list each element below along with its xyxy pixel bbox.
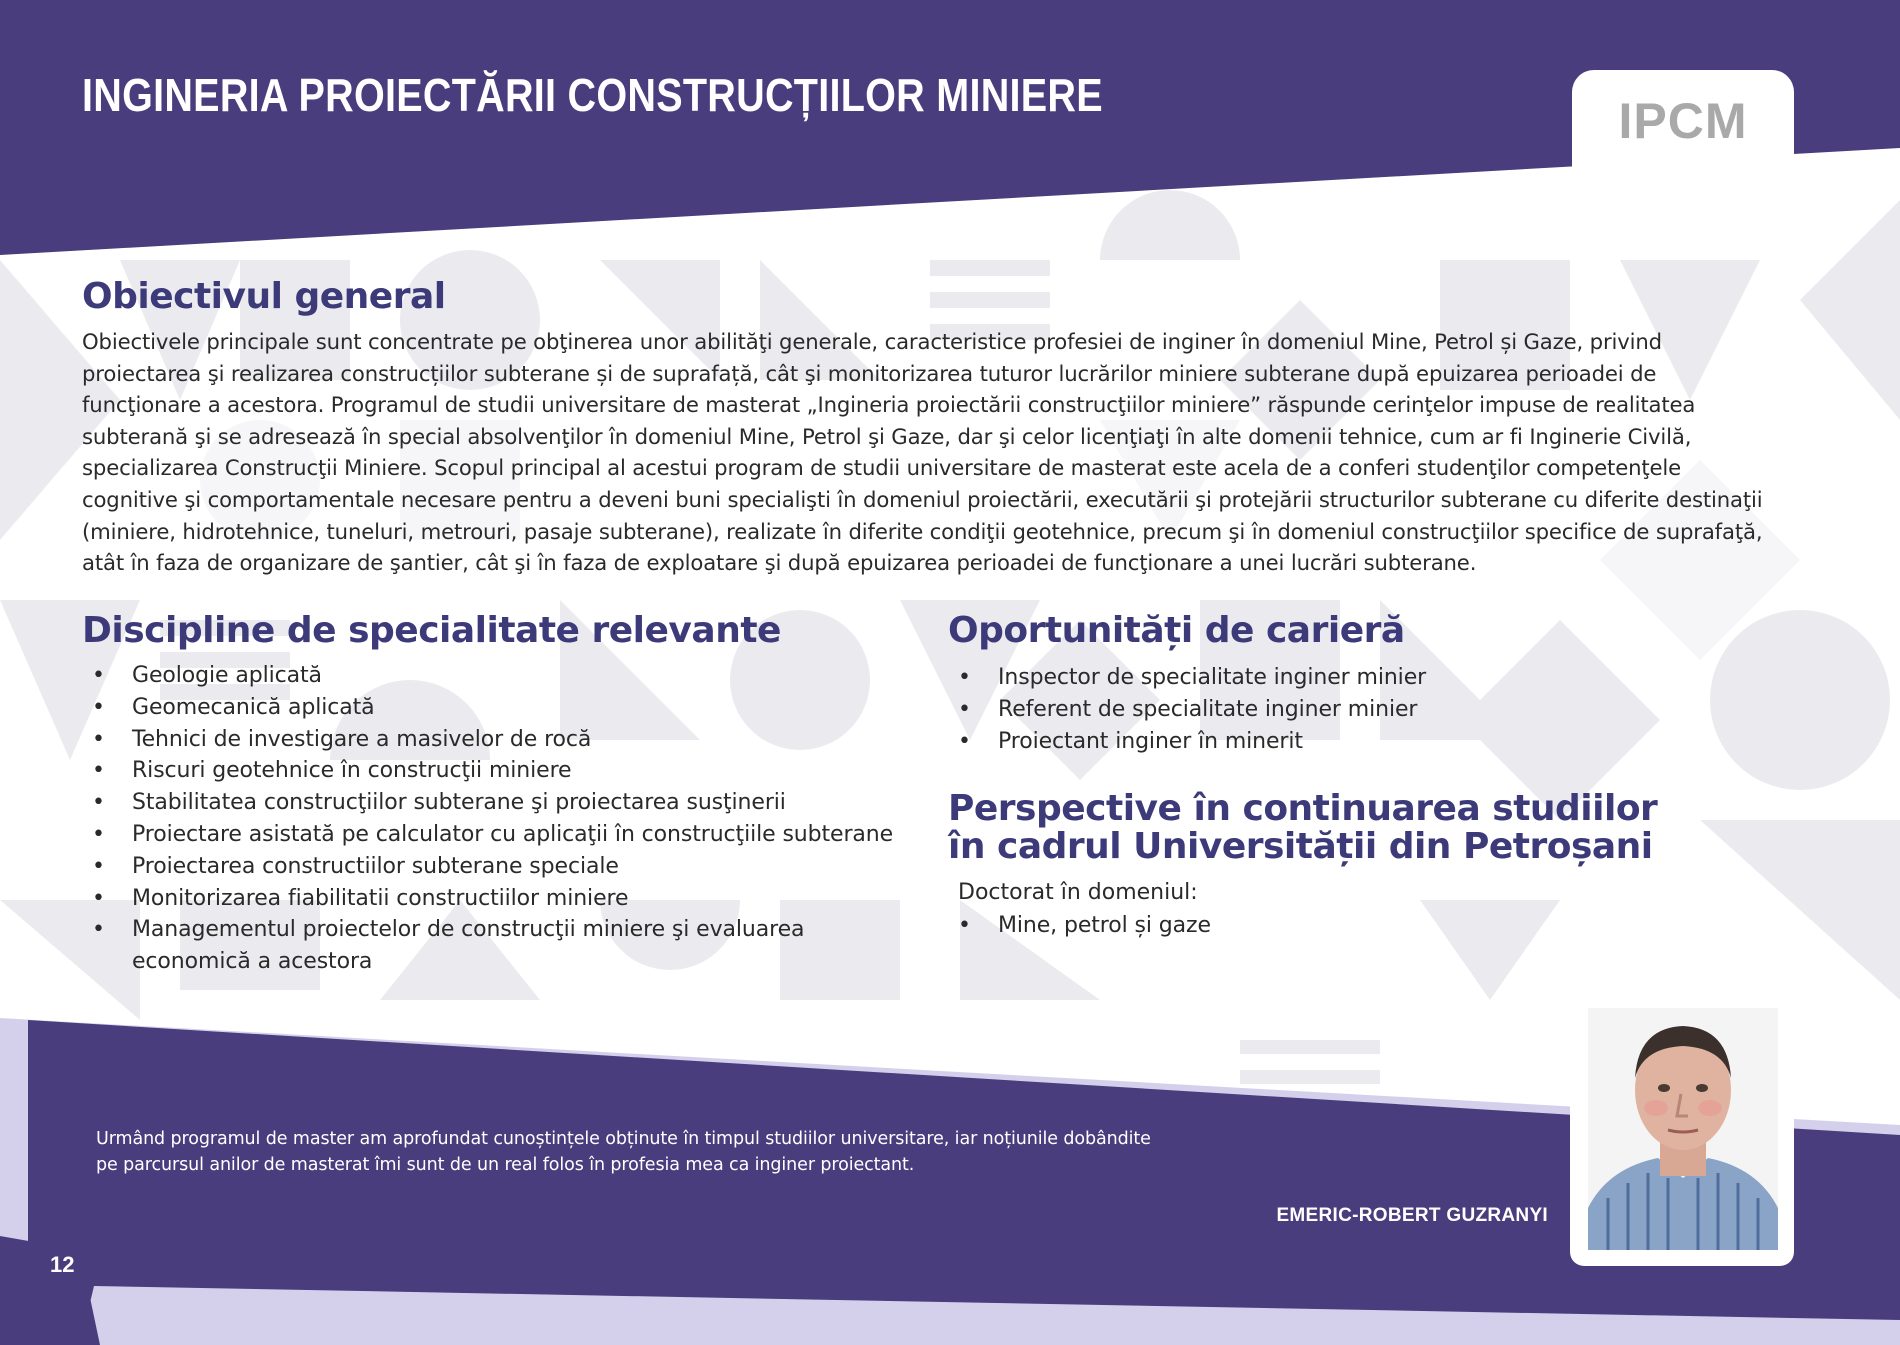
list-item-text: Proiectant inginer în minerit [998,728,1303,754]
bullet-icon: • [92,821,105,847]
bullet-icon: • [958,665,971,690]
list-item-text: Tehnici de investigare a masivelor de rocă [132,726,592,752]
list-item-text: Stabilitatea construcţiilor subterane şi proiectarea susţinerii [132,790,786,816]
list-item-text: Riscuri geotehnice în construcţii miniere [132,758,572,784]
list-item-text: Monitorizarea fiabilitatii constructiilor miniere [132,885,629,911]
bullet-icon: • [92,694,105,720]
list-item-text: Inspector de specialitate inginer minier [998,665,1427,690]
objective-line: Obiectivele principale sunt concentrate pe obţinerea unor abilităţi generale, caracteristice profesiei de inginer în domeniul Mine, Petrol și Gaze, privind [82,329,1662,354]
portrait-frame [1570,1008,1794,1266]
list-item [82,787,893,819]
objective-line: cognitive şi comportamentale necesare pentru a deveni buni specialişti în domeniul proiectării, executării şi protejării structurilor subterane cu diferite destinaţii [82,486,1763,512]
objective-line: funcţionare a acestora. Programul de studii universitare de masterat „Ingineria proiectării construcţiilor miniere” răspunde cerinţelor impuse de realitatea [82,392,1696,418]
objective-line: atât în faza de organizare de şantier, cât şi în faza de exploatare şi după epuizarea perioadei de funcţionare a unei lucrări subterane. [82,550,1477,576]
perspectives-list [948,910,1211,942]
careers-heading: Oportunități de carieră [948,610,1405,651]
bullet-icon: • [92,917,105,943]
careers-list [948,662,1426,757]
list-item-continuation [82,946,893,978]
list-item [82,692,893,724]
bullet-icon: • [92,790,105,816]
testimonial-author: EMERIC-ROBERT GUZRANYI [1276,1205,1548,1226]
bullet-icon: • [958,696,971,722]
bullet-icon: • [92,663,105,688]
list-item [82,883,893,915]
list-item-text: economică a acestora [132,949,373,975]
list-item [948,694,1426,726]
perspectives-heading-line1: Perspective în continuarea studiilor [948,788,1658,829]
list-item [82,851,893,883]
objective-paragraph [82,326,1822,579]
testimonial-quote [96,1126,1196,1178]
disciplines-heading: Discipline de specialitate relevante [82,610,781,651]
bullet-icon: • [92,853,105,879]
program-acronym: IPCM [1618,93,1748,149]
page-title: INGINERIA PROIECTĂRII CONSTRUCȚIILOR MINIERE [82,69,1103,121]
objective-heading: Obiectivul general [82,276,446,317]
list-item [82,914,893,946]
objective-line: proiectarea şi realizarea construcțiilor subterane și de suprafață, cât şi monitorizarea tuturor lucrărilor miniere subterane după epuizarea perioadei de [82,360,1657,386]
quote-line: pe parcursul anilor de masterat îmi sunt de un real folos în profesia mea ca inginer proiectant. [96,1155,915,1175]
acronym-tab [1572,70,1794,180]
list-item [82,724,893,756]
list-item-text: Mine, petrol și gaze [998,913,1211,938]
list-item-text: Geomecanică aplicată [132,694,375,720]
bullet-icon: • [92,726,105,752]
disciplines-list [82,660,893,978]
objective-line: specializarea Construcţii Miniere. Scopul principal al acestui program de studii universitare de masterat este acela de a conferi studenţilor competenţele [82,455,1682,481]
page-number: 12 [50,1252,75,1277]
list-item [82,819,893,851]
list-item [948,910,1211,942]
list-item-text: Geologie aplicată [132,663,322,688]
objective-line: subterană şi se adresează în special absolvenţilor în domeniul Mine, Petrol şi Gaze, dar şi celor licenţiaţi în alte domenii tehnice, cum ar fi Inginerie Civilă, [82,423,1692,449]
list-item [82,660,893,692]
objective-line: (miniere, hidrotehnice, tuneluri, metrouri, pasaje subterane), realizate în diferite condiţii geotehnice, precum şi în domeniul construcţiilor specifice de suprafaţă, [82,518,1763,544]
quote-line: Urmând programul de master am aprofundat cunoștințele obținute în timpul studiilor universitare, iar noțiunile dobândite [96,1129,1151,1149]
list-item [948,726,1426,758]
list-item [948,662,1426,694]
perspectives-heading-line2: în cadrul Universității din Petroșani [948,826,1653,867]
list-item-text: Referent de specialitate inginer minier [998,696,1418,722]
list-item-text: Proiectare asistată pe calculator cu aplicaţii în construcţiile subterane [132,821,894,847]
list-item-text: Managementul proiectelor de construcţii miniere şi evaluarea [132,917,805,943]
bullet-icon: • [92,758,105,784]
list-item-text: Proiectarea constructiilor subterane speciale [132,853,619,879]
list-item [82,755,893,787]
portrait-photo [1588,1008,1778,1250]
bullet-icon: • [92,885,105,911]
bullet-icon: • [958,728,971,754]
bullet-icon: • [958,913,971,938]
doctorate-intro: Doctorat în domeniul: [958,880,1198,905]
